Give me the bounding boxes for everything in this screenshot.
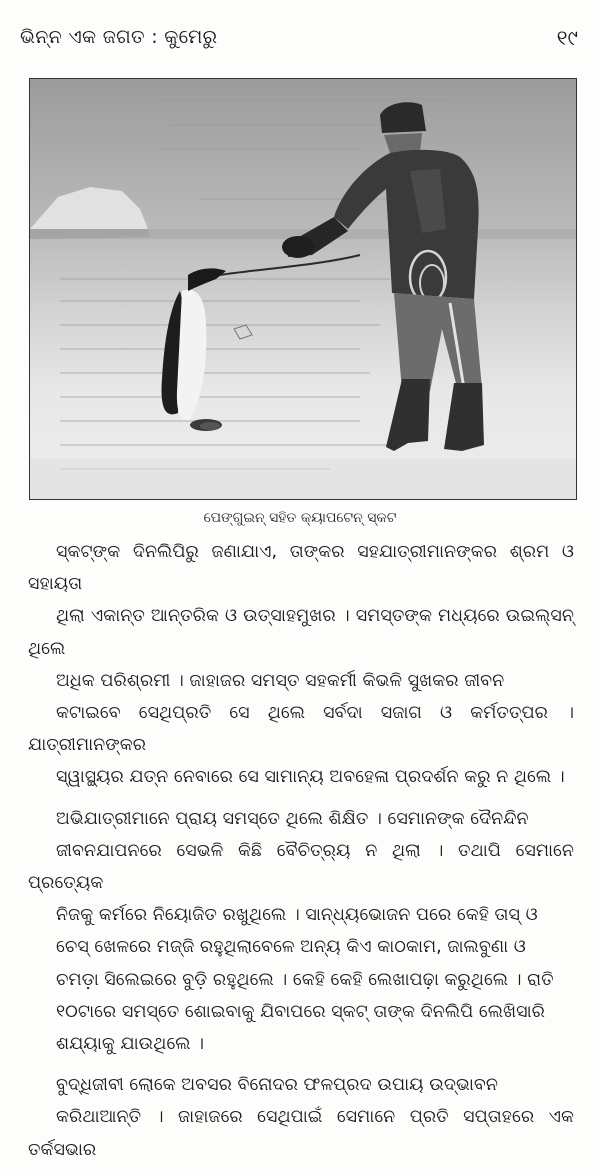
text-line: ସ୍କଟ୍‌ଙ୍କ ଦିନଲିପିରୁ ଜଣାଯାଏ, ତାଙ୍କର ସହଯାତ୍ରୀମାନଙ୍କର ଶ୍ରମ ଓ ସହାୟତା	[28, 542, 574, 595]
text-line: ଥିଲା ଏକାନ୍ତ ଆନ୍ତରିକ ଓ ଉତ୍ସାହମୁଖର । ସମସ୍ତଙ୍କ ମଧ୍ୟରେ ଉଇଲ୍‌ସନ୍ ଥିଲେ	[28, 606, 574, 659]
photo-caption: ପେଙ୍ଗୁଇନ୍ ସହିତ କ୍ୟାପଟେନ୍ ସ୍କଟ	[203, 510, 397, 526]
paragraph-2	[28, 803, 574, 1061]
text-line: ଚମଡ଼ା ସିଲେଇରେ ବୁଡ଼ି ରହୁଥିଲେ । କେହି କେହି ଲେଖାପଢ଼ା କରୁଥିଲେ । ରାତି	[56, 969, 554, 990]
paragraph-3	[28, 1069, 574, 1166]
captain-scott-figure	[282, 102, 484, 451]
page-number: ୧୯	[556, 26, 578, 50]
captain-scott-penguin-photo	[29, 78, 577, 500]
text-line: ସ୍ୱାସ୍ଥ୍ୟର ଯତ୍ନ ନେବାରେ ସେ ସାମାନ୍ୟ ଅବହେଳା ପ୍ରଦର୍ଶନ କରୁ ନ ଥିଲେ ।	[56, 767, 565, 788]
text-line: ଚେସ୍ ଖେଳରେ ମଜ୍ଜି ରହୁଥିଲାବେଳେ ଅନ୍ୟ କିଏ କାଠକାମ, ଜାଲବୁଣା ଓ	[56, 937, 526, 958]
photo-illustration	[30, 79, 576, 499]
text-line: ଶଯ୍ୟାକୁ ଯାଉଥିଲେ ।	[56, 1034, 205, 1055]
text-line: ୧୦ଟାରେ ସମସ୍ତେ ଶୋଇବାକୁ ଯିବାପରେ ସ୍କଟ୍ ତାଙ୍କ ଦିନଲିପି ଲେଖିସାରି	[56, 1001, 545, 1022]
page-header	[20, 26, 578, 56]
text-line: ଅଭିଯାତ୍ରୀମାନେ ପ୍ରାୟ ସମସ୍ତେ ଥିଲେ ଶିକ୍ଷିତ । ସେମାନଙ୍କ ଦୈନନ୍ଦିନ	[56, 808, 529, 829]
text-line: ଅଧିକ ପରିଶ୍ରମୀ । ଜାହାଜର ସମସ୍ତ ସହକର୍ମୀ କିଭଳି ସୁଖକର ଜୀବନ	[56, 670, 505, 691]
text-line: କରିଥାଆନ୍ତି । ଜାହାଜରେ ସେଥିପାଇଁ ସେମାନେ ପ୍ରତି ସପ୍ତାହରେ ଏକ ତର୍କସଭାର	[28, 1107, 574, 1160]
body-text	[28, 536, 574, 1175]
paragraph-1	[28, 536, 574, 794]
text-line: ବୁଦ୍ଧିଜୀବୀ ଲୋକେ ଅବସର ବିନୋଦର ଫଳପ୍ରଦ ଉପାୟ ଉଦ୍‌ଭାବନ	[56, 1075, 499, 1096]
text-line: ଜୀବନଯାପନରେ ସେଭଳି କିଛି ବୈଚିତ୍ର୍ୟ ନ ଥିଲା । ତଥାପି ସେମାନେ ପ୍ରତ୍ୟେକ	[28, 840, 574, 894]
running-title: ଭିନ୍ନ ଏକ ଜଗତ : କୁମେରୁ	[20, 26, 218, 48]
text-line: କଟାଇବେ ସେଥିପ୍ରତି ସେ ଥିଲେ ସର୍ବଦା ସଜାଗ ଓ କର୍ମତତ୍ପର । ଯାତ୍ରୀମାନଙ୍କର	[28, 703, 574, 756]
text-line: ନିଜକୁ କର୍ମରେ ନିୟୋଜିତ ରଖୁଥିଲେ । ସାନ୍ଧ୍ୟଭୋଜନ ପରେ କେହି ତାସ୍ ଓ	[56, 905, 538, 926]
